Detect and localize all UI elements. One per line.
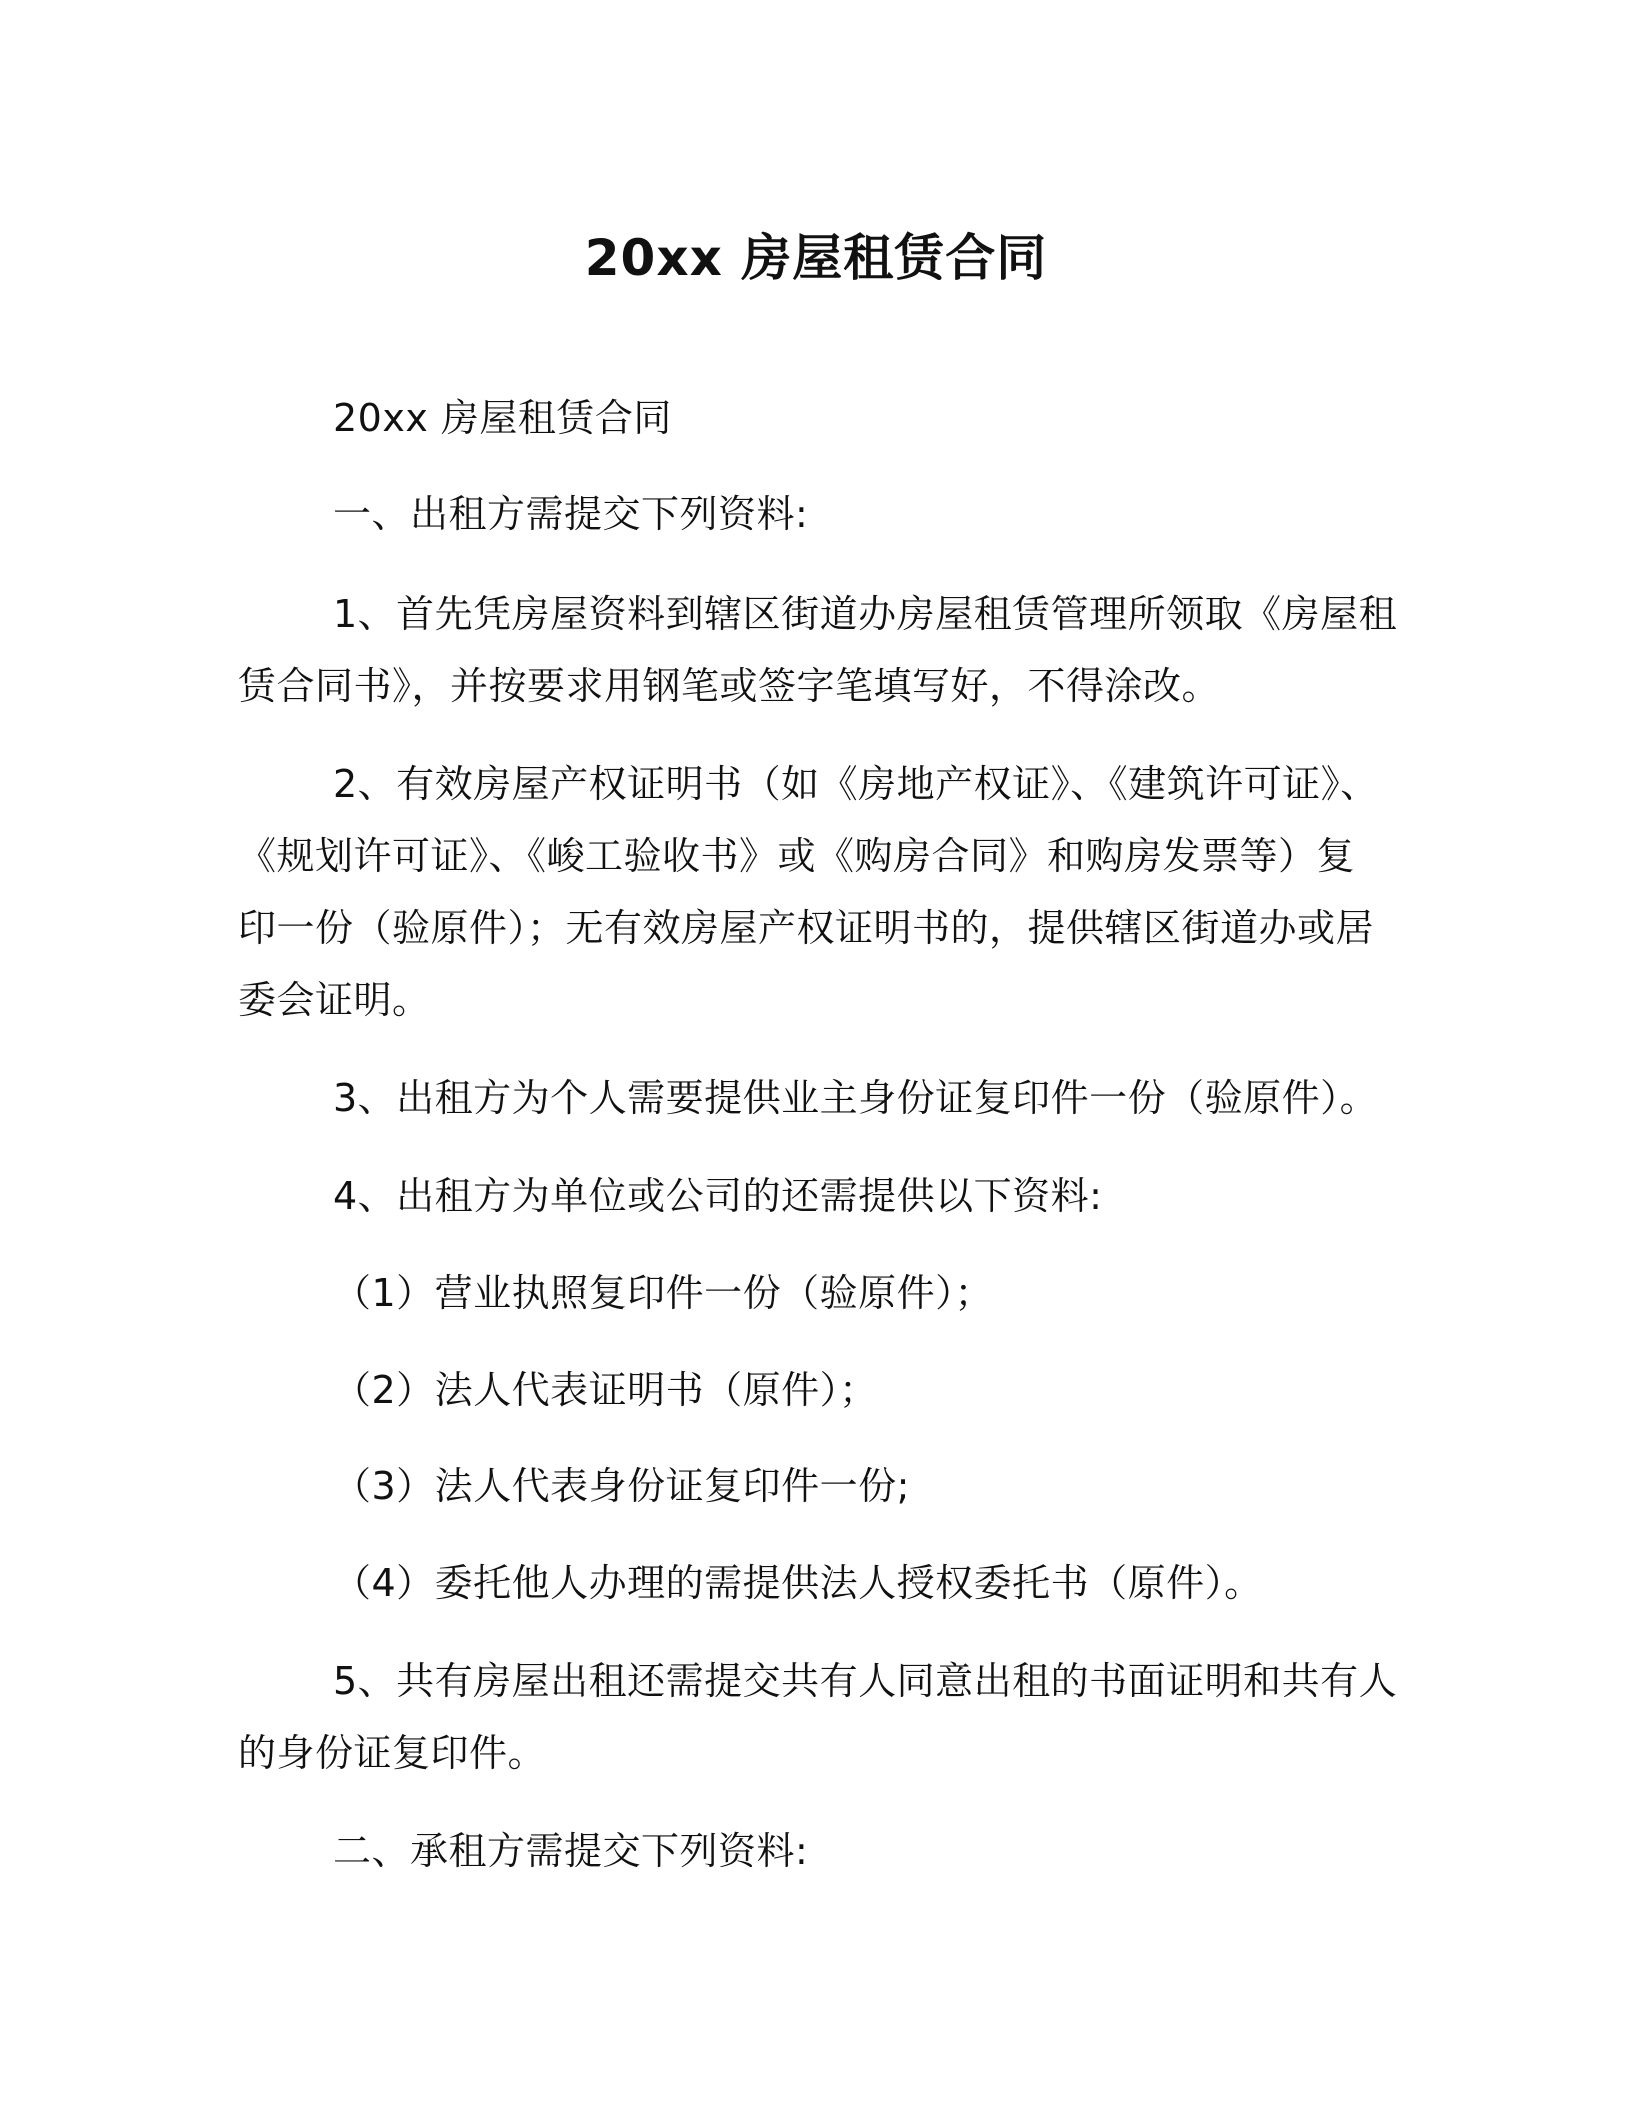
item5-line2: 的身份证复印件。 bbox=[238, 1731, 547, 1775]
sub-item-4: （4）委托他人办理的需提供法人授权委托书（原件）。 bbox=[333, 1561, 1263, 1605]
sub-item-1: （1）营业执照复印件一份（验原件）； bbox=[333, 1271, 994, 1315]
item1-line1: 1、首先凭房屋资料到辖区街道办房屋租赁管理所领取《房屋租 bbox=[333, 592, 1398, 636]
item1-paragraph-cont bbox=[238, 650, 1220, 722]
item2-paragraph bbox=[333, 748, 1379, 820]
sub-item-2: （2）法人代表证明书（原件）； bbox=[333, 1368, 878, 1412]
document-title: 20xx 房屋租赁合同 bbox=[584, 229, 1048, 287]
item5-line1: 5、共有房屋出租还需提交共有人同意出租的书面证明和共有人 bbox=[333, 1659, 1398, 1703]
item2-line1: 2、有效房屋产权证明书（如《房地产权证》、《建筑许可证》、 bbox=[333, 762, 1379, 806]
item1-paragraph bbox=[333, 578, 1397, 650]
item2-line2: 《规划许可证》、《峻工验收书》或《购房合同》和购房发票等）复 bbox=[238, 834, 1356, 878]
item5-paragraph bbox=[333, 1645, 1397, 1717]
item4-paragraph: 4、出租方为单位或公司的还需提供以下资料: bbox=[333, 1174, 1103, 1218]
item3-paragraph: 3、出租方为个人需要提供业主身份证复印件一份（验原件）。 bbox=[333, 1076, 1379, 1120]
sub-item-3: （3）法人代表身份证复印件一份; bbox=[333, 1464, 910, 1508]
document-subtitle: 20xx 房屋租赁合同 bbox=[333, 396, 672, 440]
item2-line3: 印一份（验原件）；无有效房屋产权证明书的，提供辖区街道办或居 bbox=[238, 906, 1375, 950]
item5-paragraph-cont bbox=[238, 1717, 546, 1789]
item1-line2: 赁合同书》，并按要求用钢笔或签字笔填写好，不得涂改。 bbox=[238, 664, 1221, 708]
item2-paragraph-cont bbox=[238, 820, 1374, 1036]
item2-line4: 委会证明。 bbox=[238, 978, 431, 1022]
section2-heading: 二、承租方需提交下列资料: bbox=[333, 1829, 809, 1873]
section1-heading: 一、出租方需提交下列资料: bbox=[333, 492, 809, 536]
